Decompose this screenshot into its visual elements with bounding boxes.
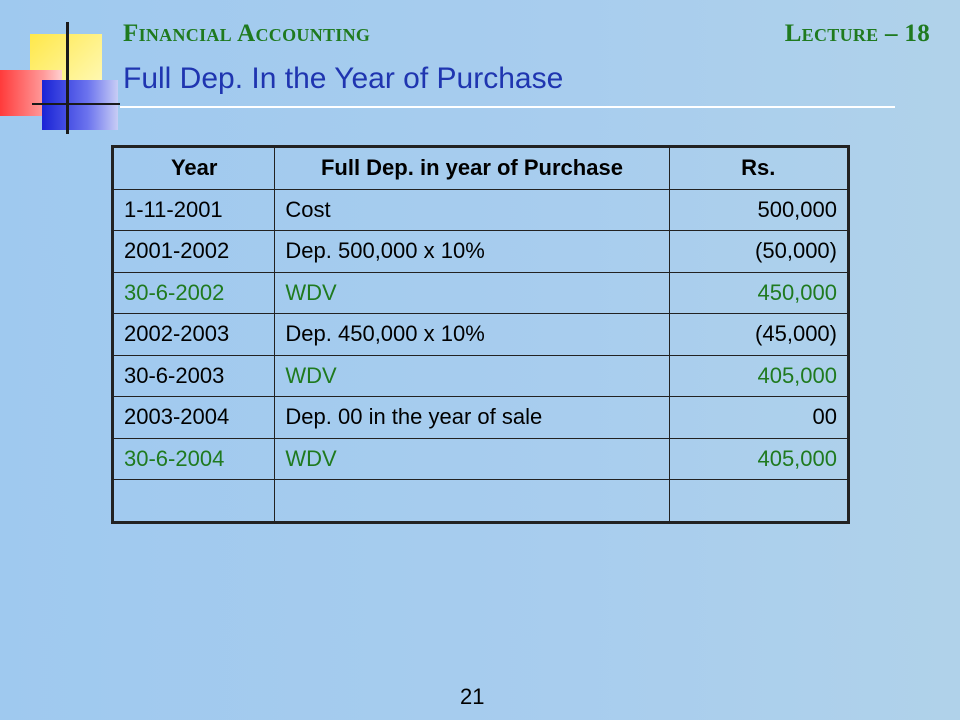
column-header-description: Full Dep. in year of Purchase bbox=[275, 147, 669, 190]
cell-year bbox=[113, 480, 275, 523]
cell-description: Dep. 500,000 x 10% bbox=[275, 231, 669, 273]
cell-description: WDV bbox=[275, 272, 669, 314]
lecture-number: Lecture – 18 bbox=[784, 20, 930, 47]
table-row bbox=[113, 397, 849, 439]
decor-horizontal-line bbox=[32, 103, 120, 105]
decor-vertical-line bbox=[66, 22, 69, 134]
table-header-row bbox=[113, 147, 849, 190]
cell-amount: (50,000) bbox=[669, 231, 849, 273]
cell-description: Cost bbox=[275, 189, 669, 231]
cell-year: 30-6-2002 bbox=[113, 272, 275, 314]
cell-description: WDV bbox=[275, 355, 669, 397]
cell-year: 2003-2004 bbox=[113, 397, 275, 439]
table-row-wdv bbox=[113, 438, 849, 480]
cell-year: 30-6-2003 bbox=[113, 355, 275, 397]
table-row bbox=[113, 189, 849, 231]
cell-description: Dep. 00 in the year of sale bbox=[275, 397, 669, 439]
cell-amount: 405,000 bbox=[669, 438, 849, 480]
depreciation-table bbox=[111, 145, 850, 524]
cell-year: 1-11-2001 bbox=[113, 189, 275, 231]
column-header-year: Year bbox=[113, 147, 275, 190]
cell-description: WDV bbox=[275, 438, 669, 480]
course-title: Financial Accounting bbox=[123, 20, 371, 47]
cell-year: 30-6-2004 bbox=[113, 438, 275, 480]
table-row bbox=[113, 314, 849, 356]
title-underline bbox=[120, 106, 895, 108]
cell-year: 2001-2002 bbox=[113, 231, 275, 273]
column-header-amount: Rs. bbox=[669, 147, 849, 190]
cell-amount bbox=[669, 480, 849, 523]
cell-description: Dep. 450,000 x 10% bbox=[275, 314, 669, 356]
cell-year: 2002-2003 bbox=[113, 314, 275, 356]
cell-description bbox=[275, 480, 669, 523]
cell-amount: 405,000 bbox=[669, 355, 849, 397]
table-row bbox=[113, 231, 849, 273]
cell-amount: 00 bbox=[669, 397, 849, 439]
slide-title: Full Dep. In the Year of Purchase bbox=[123, 62, 564, 95]
cell-amount: (45,000) bbox=[669, 314, 849, 356]
table-row-wdv bbox=[113, 272, 849, 314]
cell-amount: 450,000 bbox=[669, 272, 849, 314]
table-row-wdv bbox=[113, 355, 849, 397]
page-number: 21 bbox=[460, 684, 485, 709]
decor-blue-square bbox=[42, 80, 118, 130]
table-row-empty bbox=[113, 480, 849, 523]
cell-amount: 500,000 bbox=[669, 189, 849, 231]
